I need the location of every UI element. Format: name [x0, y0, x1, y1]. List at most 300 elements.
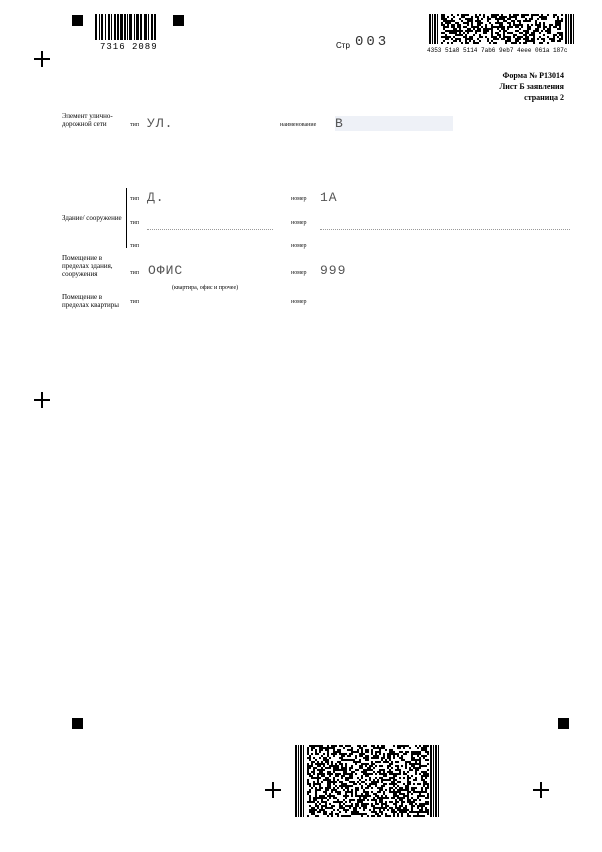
matrix-cell [407, 789, 409, 791]
matrix-cell [309, 757, 311, 759]
matrix-cell [351, 791, 353, 793]
street-name-field[interactable] [335, 116, 453, 131]
matrix-cell [423, 815, 425, 817]
matrix-cell [555, 24, 557, 26]
matrix-cell [367, 803, 369, 805]
matrix-cell [401, 811, 403, 813]
matrix-cell [355, 763, 357, 765]
matrix-cell [339, 753, 341, 755]
matrix-cell [477, 22, 479, 24]
matrix-cell [465, 26, 467, 28]
matrix-cell [457, 26, 459, 28]
matrix-cell [351, 765, 353, 767]
matrix-cell [419, 793, 421, 795]
matrix-cell [349, 805, 351, 807]
matrix-cell [543, 16, 545, 18]
matrix-cell [465, 38, 467, 40]
matrix-cell [425, 783, 427, 785]
matrix-cell [411, 805, 413, 807]
matrix-cell [405, 789, 407, 791]
matrix-cell [355, 769, 357, 771]
matrix-cell [315, 787, 317, 789]
matrix-cell [317, 805, 319, 807]
guard-bar [295, 745, 297, 817]
matrix-cell [413, 767, 415, 769]
matrix-cell [409, 777, 411, 779]
matrix-cell [397, 781, 399, 783]
matrix-cell [309, 759, 311, 761]
matrix-cell [381, 769, 383, 771]
guard-bar [437, 14, 438, 44]
matrix-cell [389, 791, 391, 793]
matrix-cell [463, 26, 465, 28]
matrix-cell [337, 769, 339, 771]
matrix-cell [501, 28, 503, 30]
matrix-cell [479, 36, 481, 38]
building-type-field-2[interactable] [147, 229, 273, 230]
matrix-cell [441, 14, 443, 16]
matrix-cell [359, 759, 361, 761]
matrix-cell [363, 745, 365, 747]
matrix-cell [347, 755, 349, 757]
matrix-cell [411, 763, 413, 765]
barcode-bar [99, 14, 100, 40]
matrix-cell [361, 815, 363, 817]
matrix-cell [411, 755, 413, 757]
matrix-cell [427, 797, 429, 799]
matrix-cell [345, 767, 347, 769]
matrix-cell [513, 16, 515, 18]
matrix-cell [339, 751, 341, 753]
matrix-cell [383, 769, 385, 771]
matrix-cell [487, 18, 489, 20]
matrix-cell [335, 763, 337, 765]
matrix-cell [403, 783, 405, 785]
matrix-cell [409, 811, 411, 813]
matrix-cell [405, 761, 407, 763]
matrix-cell [389, 757, 391, 759]
matrix-cell [349, 755, 351, 757]
barcode-bar [105, 14, 106, 40]
guard-bar [573, 14, 574, 44]
matrix-cell [379, 749, 381, 751]
matrix-cell [533, 32, 535, 34]
matrix-cell [395, 795, 397, 797]
matrix-cell [443, 28, 445, 30]
matrix-cell [469, 20, 471, 22]
matrix-cell [319, 771, 321, 773]
matrix-cell [453, 36, 455, 38]
matrix-cell [333, 749, 335, 751]
matrix-cell [391, 777, 393, 779]
matrix-cell [427, 809, 429, 811]
matrix-cell [523, 30, 525, 32]
matrix-cell [373, 805, 375, 807]
matrix-cell [455, 22, 457, 24]
matrix-cell [371, 749, 373, 751]
matrix-cell [527, 26, 529, 28]
matrix-cell [379, 771, 381, 773]
matrix-cell [407, 745, 409, 747]
matrix-cell [491, 26, 493, 28]
matrix-cell [359, 813, 361, 815]
matrix-cell [333, 769, 335, 771]
matrix-cell [395, 793, 397, 795]
matrix-cell [321, 805, 323, 807]
matrix-cell [525, 32, 527, 34]
matrix-cell [347, 759, 349, 761]
matrix-cell [415, 791, 417, 793]
matrix-cell [445, 30, 447, 32]
matrix-cell [389, 751, 391, 753]
matrix-cell [367, 815, 369, 817]
matrix-cell [383, 775, 385, 777]
barcode-bar [101, 14, 103, 40]
matrix-cell [373, 745, 375, 747]
matrix-cell [345, 797, 347, 799]
matrix-cell [369, 779, 371, 781]
matrix-cell [503, 32, 505, 34]
matrix-cell [345, 773, 347, 775]
matrix-cell [397, 789, 399, 791]
matrix-cell [393, 813, 395, 815]
matrix-cell [319, 745, 321, 747]
matrix-cell [345, 769, 347, 771]
matrix-cell [413, 759, 415, 761]
matrix-cell [361, 775, 363, 777]
matrix-cell [459, 38, 461, 40]
matrix-cell [499, 18, 501, 20]
matrix-cell [527, 20, 529, 22]
matrix-cell [367, 751, 369, 753]
matrix-cell [517, 30, 519, 32]
matrix-cell [329, 785, 331, 787]
matrix-cell [421, 747, 423, 749]
matrix-cell [349, 791, 351, 793]
matrix-cell [419, 805, 421, 807]
matrix-cell [535, 22, 537, 24]
building-type-field-1[interactable]: Д. [147, 190, 165, 205]
matrix-cell [377, 787, 379, 789]
matrix-cell [323, 773, 325, 775]
matrix-cell [459, 28, 461, 30]
matrix-cell [399, 789, 401, 791]
matrix-cell [347, 809, 349, 811]
matrix-cell [341, 815, 343, 817]
matrix-cell [509, 14, 511, 16]
matrix-cell [361, 765, 363, 767]
matrix-cell [455, 34, 457, 36]
premises-type-field[interactable]: ОФИС [148, 263, 184, 278]
matrix-cell [363, 757, 365, 759]
matrix-cell [343, 755, 345, 757]
matrix-cell [535, 28, 537, 30]
matrix-cell [423, 791, 425, 793]
matrix-cell [317, 769, 319, 771]
matrix-cell [419, 773, 421, 775]
matrix-cell [425, 807, 427, 809]
matrix-cell [351, 759, 353, 761]
matrix-cell [383, 747, 385, 749]
matrix-cell [445, 38, 447, 40]
matrix-cell [351, 799, 353, 801]
matrix-cell [317, 789, 319, 791]
matrix-cell [451, 38, 453, 40]
matrix-cell [443, 40, 445, 42]
matrix-cell [395, 761, 397, 763]
sheet-page: страница 2 [524, 93, 564, 102]
matrix-cell [417, 769, 419, 771]
matrix-cell [325, 757, 327, 759]
matrix-cell [385, 815, 387, 817]
matrix-cell [387, 779, 389, 781]
matrix-cell [427, 745, 429, 747]
matrix-cell [453, 40, 455, 42]
matrix-cell [523, 42, 525, 44]
matrix-cell [427, 759, 429, 761]
matrix-cell [425, 787, 427, 789]
matrix-cell [459, 34, 461, 36]
matrix-cell [421, 805, 423, 807]
matrix-cell [483, 16, 485, 18]
matrix-cell [321, 763, 323, 765]
matrix-cell [321, 799, 323, 801]
matrix-cell [407, 785, 409, 787]
matrix-cell [501, 22, 503, 24]
crosshair-top-left [34, 51, 50, 67]
matrix-cell [549, 24, 551, 26]
matrix-cell [411, 797, 413, 799]
matrix-cell [387, 809, 389, 811]
matrix-cell [467, 42, 469, 44]
matrix-cell [367, 757, 369, 759]
matrix-cell [339, 791, 341, 793]
matrix-cell [507, 26, 509, 28]
matrix-cell [427, 801, 429, 803]
matrix-cell [377, 745, 379, 747]
matrix-cell [507, 22, 509, 24]
matrix-cell [417, 805, 419, 807]
matrix-cell [383, 745, 385, 747]
matrix-cell [391, 753, 393, 755]
matrix-cell [529, 20, 531, 22]
matrix-cell [361, 803, 363, 805]
matrix-cell [555, 34, 557, 36]
matrix-cell [393, 811, 395, 813]
matrix-cell [339, 749, 341, 751]
matrix-cell [543, 40, 545, 42]
matrix-cell [511, 26, 513, 28]
matrix-cell [475, 26, 477, 28]
matrix-cell [545, 30, 547, 32]
matrix-cell [413, 779, 415, 781]
matrix-cell [541, 16, 543, 18]
matrix-cell [385, 783, 387, 785]
matrix-cell [451, 32, 453, 34]
matrix-cell [397, 753, 399, 755]
matrix-cell [557, 36, 559, 38]
matrix-cell [473, 42, 475, 44]
matrix-cell [499, 16, 501, 18]
matrix-cell [449, 36, 451, 38]
matrix-cell [339, 811, 341, 813]
matrix-cell [327, 751, 329, 753]
matrix-cell [347, 779, 349, 781]
matrix-cell [423, 775, 425, 777]
matrix-cell [519, 24, 521, 26]
building-number-field-2[interactable] [320, 229, 570, 230]
matrix-cell [521, 14, 523, 16]
matrix-cell [401, 813, 403, 815]
matrix-cell [451, 24, 453, 26]
matrix-cell [315, 763, 317, 765]
matrix-cell [543, 34, 545, 36]
matrix-cell [423, 755, 425, 757]
matrix-cell [423, 765, 425, 767]
matrix-cell [355, 809, 357, 811]
matrix-cell [529, 40, 531, 42]
premises-number-field[interactable]: 999 [320, 263, 347, 278]
matrix-cell [539, 42, 541, 44]
matrix-cell [333, 747, 335, 749]
matrix-cell [325, 767, 327, 769]
matrix-cell [315, 803, 317, 805]
matrix-pattern [429, 14, 575, 44]
matrix-cell [409, 791, 411, 793]
matrix-cell [327, 761, 329, 763]
matrix-cell [319, 795, 321, 797]
street-type-field[interactable]: УЛ. [147, 116, 174, 131]
crosshair-mid-left [34, 392, 50, 408]
matrix-cell [535, 20, 537, 22]
matrix-cell [509, 26, 511, 28]
matrix-cell [395, 805, 397, 807]
building-number-label-1: номер [291, 196, 307, 202]
premises-apartment-label: Помещение в пределах квартиры [62, 293, 119, 309]
matrix-cell [417, 767, 419, 769]
matrix-cell [417, 763, 419, 765]
matrix-cell [497, 32, 499, 34]
matrix-cell [461, 42, 463, 44]
matrix-cell [341, 753, 343, 755]
matrix-cell [555, 26, 557, 28]
matrix-cell [547, 36, 549, 38]
matrix-cell [407, 779, 409, 781]
matrix-cell [475, 30, 477, 32]
matrix-cell [355, 803, 357, 805]
matrix-cell [417, 811, 419, 813]
matrix-cell [351, 749, 353, 751]
matrix-cell [535, 30, 537, 32]
matrix-cell [357, 769, 359, 771]
matrix-cell [363, 763, 365, 765]
matrix-cell [349, 801, 351, 803]
matrix-cell [501, 26, 503, 28]
matrix-cell [389, 783, 391, 785]
form-header [499, 70, 564, 103]
matrix-cell [415, 753, 417, 755]
matrix-cell [553, 36, 555, 38]
matrix-cell [501, 38, 503, 40]
matrix-cell [381, 807, 383, 809]
matrix-cell [393, 757, 395, 759]
matrix-cell [541, 30, 543, 32]
matrix-cell [357, 787, 359, 789]
matrix-cell [315, 805, 317, 807]
matrix-cell [425, 773, 427, 775]
matrix-cell [419, 767, 421, 769]
matrix-cell [519, 20, 521, 22]
matrix-cell [465, 36, 467, 38]
matrix-cell [313, 773, 315, 775]
matrix-cell [503, 34, 505, 36]
matrix-cell [367, 791, 369, 793]
guard-bar [570, 14, 572, 44]
matrix-cell [347, 773, 349, 775]
matrix-cell [441, 32, 443, 34]
matrix-cell [363, 753, 365, 755]
matrix-cell [443, 14, 445, 16]
matrix-cell [345, 759, 347, 761]
matrix-cell [493, 38, 495, 40]
matrix-cell [481, 26, 483, 28]
building-number-label-3: номер [291, 243, 307, 249]
matrix-cell [379, 761, 381, 763]
matrix-cell [499, 36, 501, 38]
matrix-cell [483, 30, 485, 32]
matrix-cell [561, 14, 563, 16]
matrix-cell [325, 803, 327, 805]
matrix-cell [471, 26, 473, 28]
matrix-cell [309, 783, 311, 785]
form-title: Форма № Р13014 [502, 71, 564, 80]
matrix-cell [557, 28, 559, 30]
matrix-cell [495, 36, 497, 38]
matrix-cell [359, 765, 361, 767]
matrix-cell [509, 32, 511, 34]
matrix-cell [319, 809, 321, 811]
matrix-cell [513, 34, 515, 36]
matrix-cell [499, 30, 501, 32]
matrix-cell [345, 777, 347, 779]
matrix-cell [361, 793, 363, 795]
matrix-cell [379, 777, 381, 779]
matrix-cell [535, 24, 537, 26]
page-number: 003 [355, 34, 390, 50]
street-label: Элемент улично-дорожной сети [62, 112, 113, 128]
matrix-cell [451, 18, 453, 20]
matrix-cell [557, 20, 559, 22]
matrix-cell [375, 811, 377, 813]
matrix-cell [381, 801, 383, 803]
matrix-cell [493, 36, 495, 38]
matrix-cell [393, 779, 395, 781]
matrix-cell [311, 807, 313, 809]
matrix-cell [423, 785, 425, 787]
matrix-cell [389, 769, 391, 771]
matrix-cell [313, 761, 315, 763]
matrix-cell [385, 797, 387, 799]
matrix-cell [415, 769, 417, 771]
matrix-cell [337, 787, 339, 789]
building-number-field-1[interactable]: 1А [320, 190, 338, 205]
matrix-cell [509, 36, 511, 38]
matrix-cell [549, 30, 551, 32]
matrix-cell [379, 769, 381, 771]
matrix-cell [391, 767, 393, 769]
matrix-cell [451, 14, 453, 16]
matrix-cell [373, 793, 375, 795]
